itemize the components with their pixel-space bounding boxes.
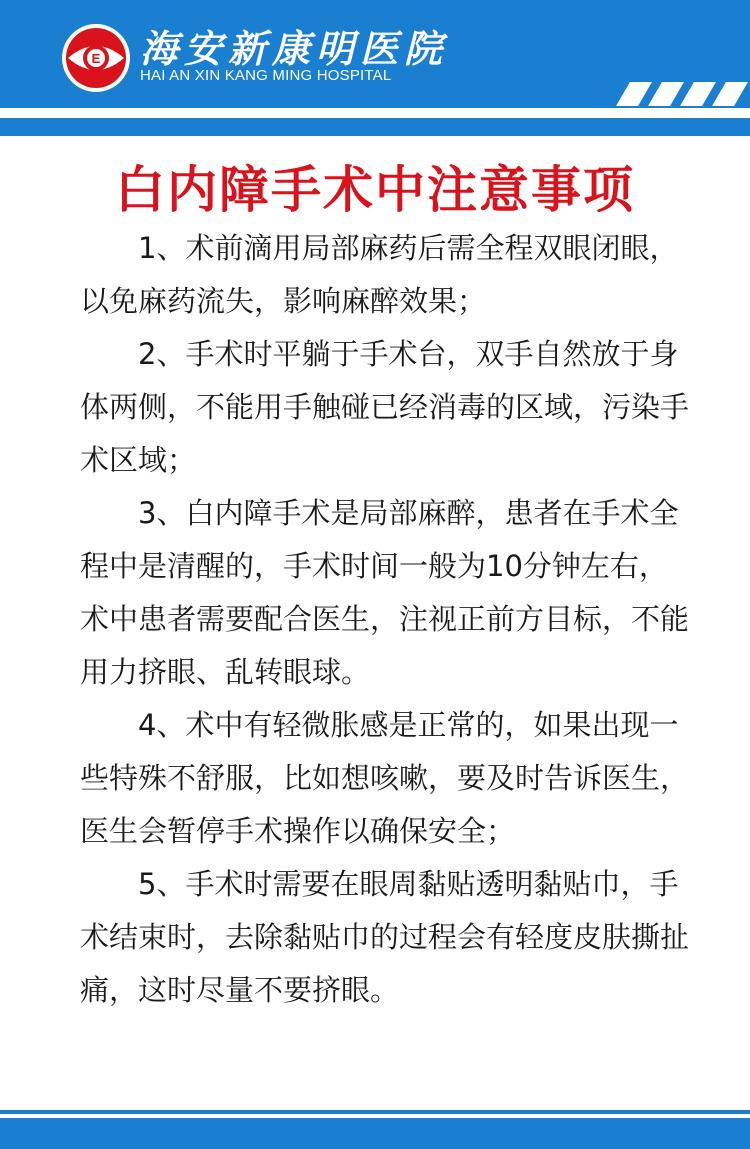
eye-logo-icon: [60, 22, 132, 94]
instruction-item: 4、术中有轻微胀感是正常的，如果出现一些特殊不舒服，比如想咳嗽，要及时告诉医生，医生会暂停手术操作以确保安全；: [80, 708, 690, 848]
instructions-list: [80, 222, 690, 1017]
hospital-name-cn: 海安新康明医院: [140, 26, 449, 71]
slash-mark: [648, 82, 684, 106]
header-bar: [0, 0, 750, 108]
slash-mark: [616, 82, 652, 106]
decorative-slashes: [595, 82, 745, 106]
page-title: 白内障手术中注意事项: [115, 160, 635, 219]
instruction-item: 1、术前滴用局部麻药后需全程双眼闭眼，以免麻药流失，影响麻醉效果；: [80, 231, 679, 318]
footer-bar: [0, 1118, 750, 1149]
slash-mark: [680, 82, 716, 106]
slash-mark: [712, 82, 748, 106]
instruction-item: 3、白内障手术是局部麻醉，患者在手术全程中是清醒的，手术时间一般为10分钟左右，术中患者需要配合医生，注视正前方目标，不能用力挤眼、乱转眼球。: [80, 496, 690, 689]
header-underline: [0, 118, 750, 136]
instruction-item: 5、手术时需要在眼周黏贴透明黏贴巾，手术结束时，去除黏贴巾的过程会有轻度皮肤撕扯痛，这时尽量不要挤眼。: [80, 867, 690, 1007]
header-divider: [0, 108, 750, 118]
hospital-name-en: HAI AN XIN KANG MING HOSPITAL: [140, 67, 392, 84]
instruction-item: 2、手术时平躺于手术台，双手自然放于身体两侧，不能用手触碰已经消毒的区域，污染手术区域；: [80, 337, 690, 477]
logo-letter: E: [91, 51, 101, 66]
footer-line: [0, 1110, 750, 1114]
